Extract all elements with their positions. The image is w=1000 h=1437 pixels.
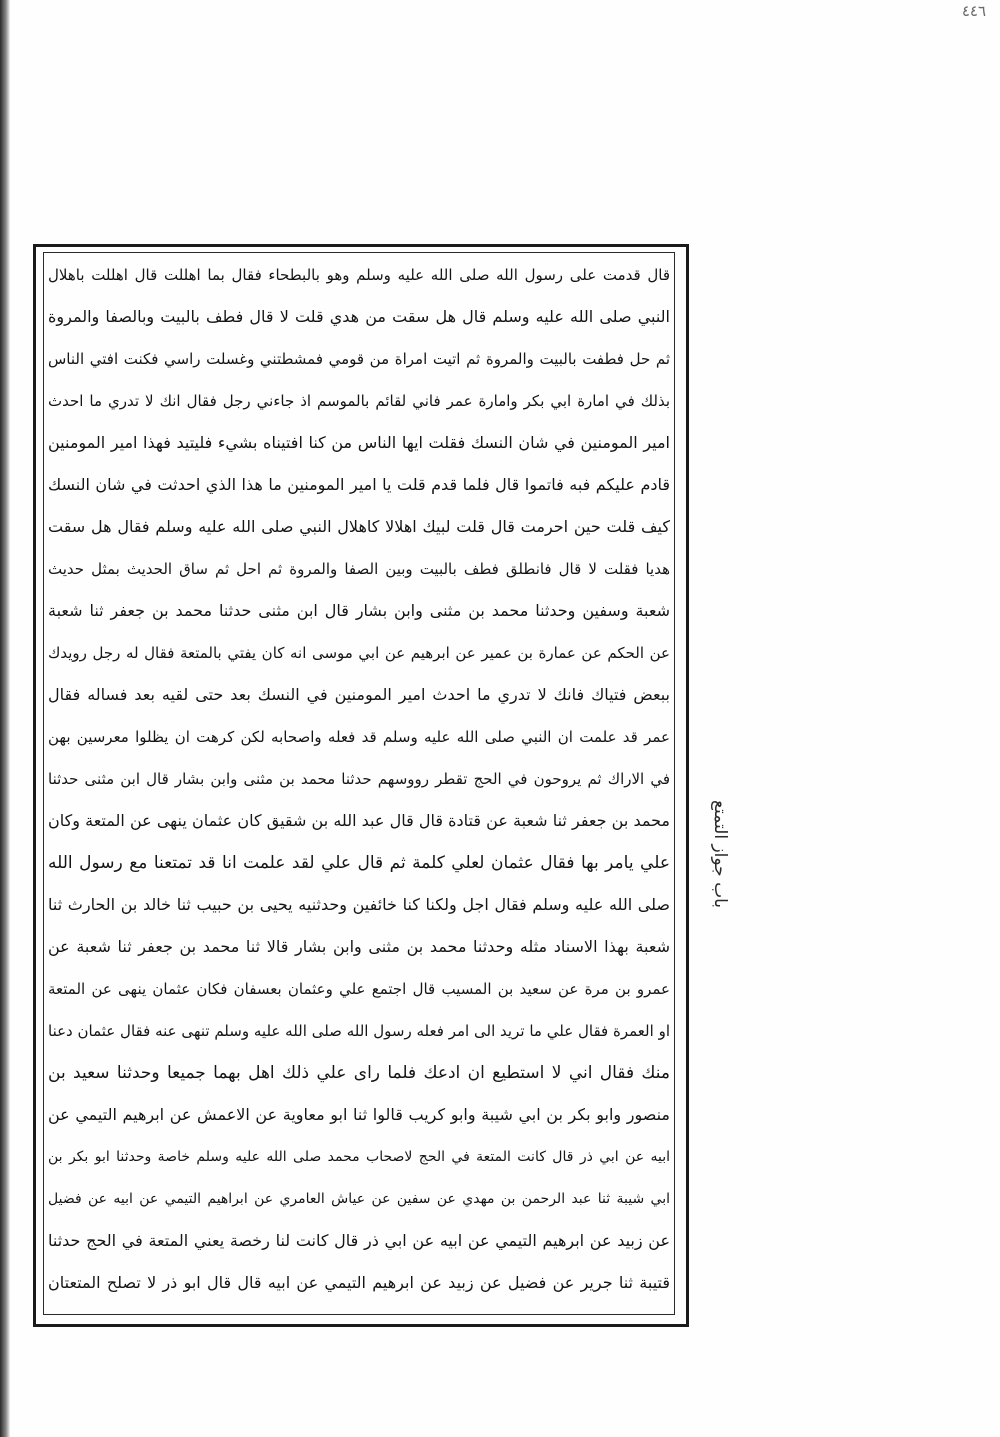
text-line: بذلك في امارة ابي بكر وامارة عمر فاني لقائم بالموسم اذ جاءني رجل فقال انك لا تدري ما احدث [48,392,670,410]
text-line: هديا فقلت لا قال فانطلق فطف بالبيت وبين الصفا والمروة ثم احل ثم ساق الحديث بمثل حديث [48,560,670,578]
text-line: ابي شيبة ثنا عبد الرحمن بن مهدي عن سفين عن عياش العامري عن ابراهيم التيمي عن ابيه عن فضيل [48,1191,670,1207]
text-line: شعبة وسفين وحدثنا محمد بن مثنى وابن بشار قال ابن مثنى حدثنا محمد بن جعفر ثنا شعبة [48,601,670,620]
text-line: عمر قد علمت ان النبي صلى الله عليه وسلم قد فعله واصحابه لكن كرهت ان يظلوا معرسين بهن [48,728,670,746]
page-number: ٤٤٦ [961,2,986,20]
manuscript-text-block [48,256,670,1312]
text-line: او العمرة فقال علي ما تريد الى امر فعله رسول الله صلى الله عليه وسلم تنهى عنه فقال عثمان دعنا [48,1022,670,1040]
text-line: صلى الله عليه وسلم فقال اجل ولكنا كنا خائفين وحدثنيه يحيى بن حبيب ثنا خالد بن الحارث ثنا [48,895,670,914]
text-line: عن زبيد عن ابرهيم التيمي عن ابيه عن ابي ذر قال كانت لنا رخصة يعني المتعة في الحج حدثنا [48,1231,670,1250]
text-line: قادم عليكم فبه فاتموا قال فلما قدم قلت يا امير المومنين ما هذا الذي احدثت في شان النسك [48,475,670,494]
text-line: النبي صلى الله عليه وسلم قال هل سقت من هدي قلت لا قال فطف بالبيت وبالصفا والمروة [48,307,670,326]
text-line: قال قدمت على رسول الله صلى الله عليه وسلم وهو بالبطحاء فقال بما اهللت قال اهللت باهلال [48,266,670,284]
text-line: ابيه عن ابي ذر قال كانت المتعة في الحج لاصحاب محمد صلى الله عليه وسلم خاصة وحدثنا ابو بكر بن [48,1149,670,1165]
text-line: ثم حل فطفت بالبيت والمروة ثم اتيت امراة من قومي فمشطتني وغسلت راسي فكنت افتي الناس [48,350,670,368]
scan-binding-shadow [0,0,10,1437]
text-line: كيف قلت حين احرمت قال قلت لبيك اهلالا كاهلال النبي صلى الله عليه وسلم فقال هل سقت [48,517,670,536]
text-line: ببعض فتياك فانك لا تدري ما احدث امير المومنين في النسك بعد حتى لقيه بعد فساله فقال [48,685,670,704]
text-line: منك فقال اني لا استطيع ان ادعك فلما راى علي ذلك اهل بهما جميعا وحدثنا سعيد بن [48,1063,670,1083]
text-line: علي يامر بها فقال عثمان لعلي كلمة ثم قال علي لقد علمت انا قد تمتعنا مع رسول الله [48,853,670,873]
text-line: امير المومنين في شان النسك فقلت ايها الناس من كنا افتيناه بشيء فليتيد فهذا امير المومنين [48,433,670,452]
text-line: عمرو بن مرة عن سعيد بن المسيب قال اجتمع علي وعثمان بعسفان فكان عثمان ينهى عن المتعة [48,980,670,998]
text-line: في الاراك ثم يروحون في الحج تقطر رووسهم حدثنا محمد بن مثنى وابن بشار قال ابن مثنى حدثنا [48,770,670,788]
text-line: عن الحكم عن عمارة بن عمير عن ابرهيم عن ابي موسى انه كان يفتي بالمتعة فقال له رجل رويدك [48,644,670,662]
margin-chapter-heading: باب جواز التمتع [710,800,730,908]
text-line: منصور وابو بكر بن ابي شيبة وابو كريب قالوا ثنا ابو معاوية عن الاعمش عن ابرهيم التيمي عن [48,1105,670,1124]
text-line: محمد بن جعفر ثنا شعبة عن قتادة قال قال عبد الله بن شقيق كان عثمان ينهى عن المتعة وكان [48,811,670,830]
text-line: شعبة بهذا الاسناد مثله وحدثنا محمد بن مثنى وابن بشار قالا ثنا محمد بن جعفر ثنا شعبة عن [48,937,670,956]
text-line: قتيبة ثنا جرير عن فضيل عن زبيد عن ابرهيم التيمي عن ابيه قال قال ابو ذر لا تصلح المتعتان [48,1273,670,1292]
